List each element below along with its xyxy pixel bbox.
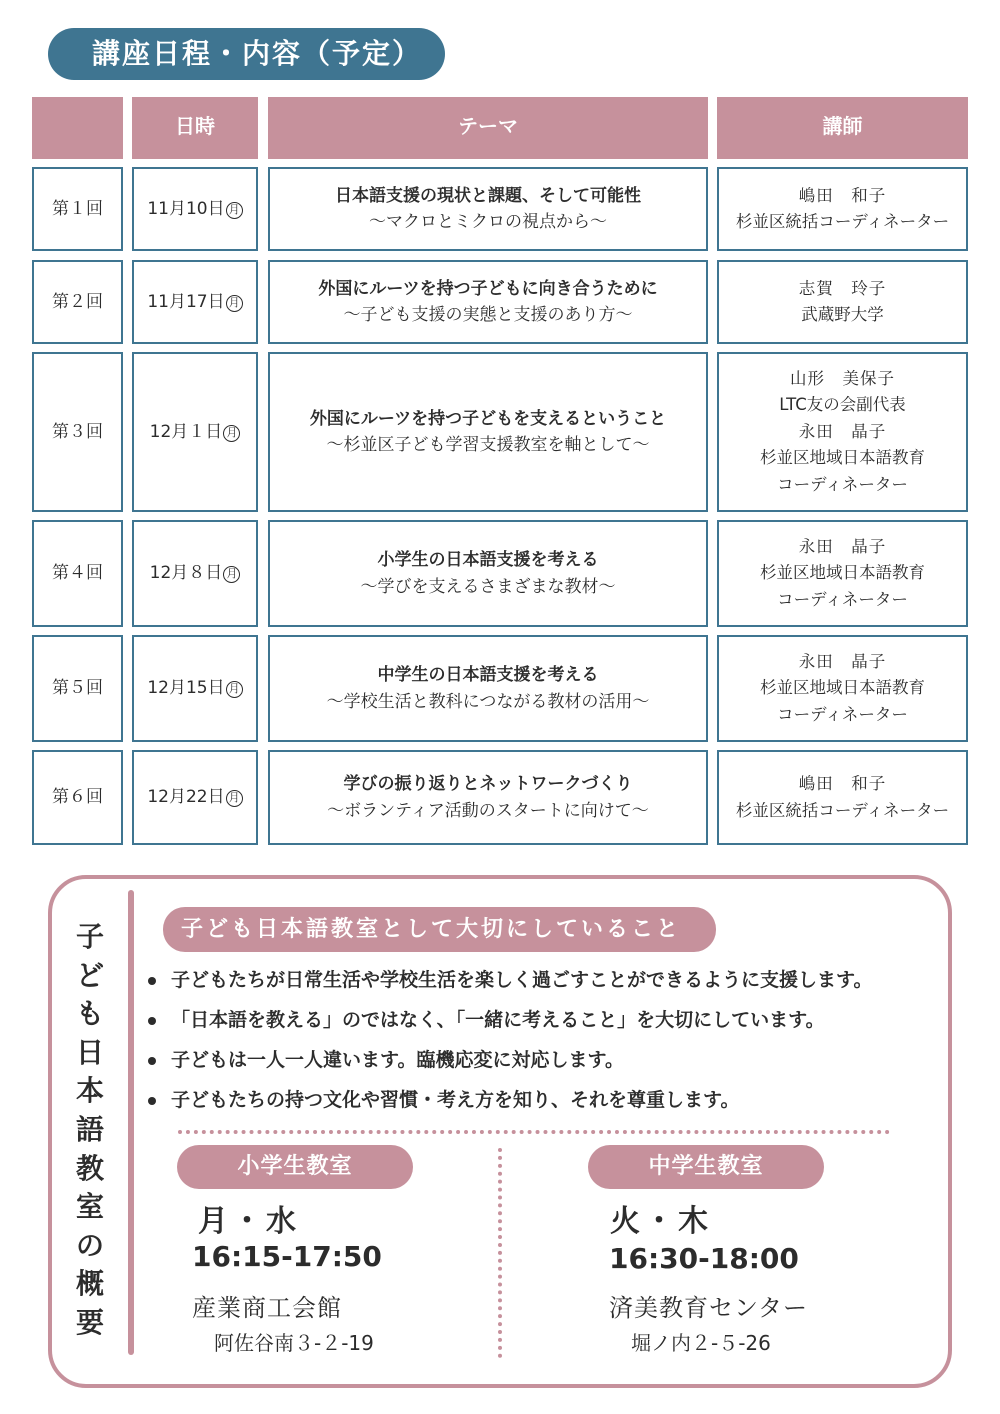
elementary-days: 月・水	[198, 1204, 300, 1239]
lecturer-line: 杉並区地域日本語教育	[760, 448, 925, 468]
vertical-title-char: の	[75, 1228, 104, 1262]
session-date-cell	[132, 635, 258, 742]
list-item: 子どもたちの持つ文化や習慣・考え方を知り、それを尊重します。	[145, 1080, 945, 1120]
session-date: 12月22日	[147, 787, 225, 808]
dotted-divider-horizontal	[178, 1130, 890, 1134]
elementary-time: 16:15-17:50	[192, 1240, 382, 1273]
junior-address: 堀ノ内２-５-26	[631, 1331, 771, 1355]
weekday-circle: 月	[226, 295, 243, 312]
session-number-cell	[32, 260, 123, 344]
lecturer-line: 永田 晶子	[798, 651, 887, 671]
lecturer-cell	[717, 520, 968, 627]
lecturer-cell	[717, 750, 968, 845]
lecturer-line: コーディネーター	[777, 704, 908, 724]
elementary-place: 産業商工会館	[192, 1294, 342, 1322]
session-number: 第４回	[52, 563, 103, 584]
theme-title: 外国にルーツを持つ子どもを支えるということ	[309, 408, 667, 429]
theme-subtitle: ～ボランティア活動のスタートに向けて～	[327, 800, 649, 821]
lecturer-line: 杉並区地域日本語教育	[760, 678, 925, 698]
lecturer-line: コーディネーター	[777, 474, 908, 494]
theme-subtitle: ～子ども支援の実態と支援のあり方～	[343, 305, 633, 325]
elementary-address: 阿佐谷南３-２-19	[214, 1331, 374, 1355]
theme-subtitle: ～杉並区子ども学習支援教室を軸として～	[326, 435, 650, 455]
session-date-cell	[132, 260, 258, 344]
session-date-cell	[132, 352, 258, 512]
lecturer-cell	[717, 635, 968, 742]
lecturer-line: 杉並区統括コーディネーター	[735, 212, 950, 231]
session-theme-cell	[268, 167, 708, 251]
elementary-class-label: 小学生教室	[177, 1145, 413, 1189]
lecturer-cell	[717, 167, 968, 251]
session-theme-cell	[268, 520, 708, 627]
weekday-circle: 月	[226, 202, 243, 219]
session-theme-cell	[268, 750, 708, 845]
vertical-title-char: も	[75, 997, 104, 1031]
junior-class-label: 中学生教室	[588, 1145, 824, 1189]
vertical-title-char: 子	[75, 920, 104, 953]
list-item: 子どもたちが日常生活や学校生活を楽しく過ごすことができるように支援します。	[145, 960, 945, 1000]
session-date-cell	[132, 750, 258, 845]
session-number: 第３回	[52, 421, 103, 442]
session-date: 11月10日	[147, 198, 225, 219]
vertical-title-char: 語	[75, 1112, 104, 1146]
session-theme-cell	[268, 260, 708, 344]
weekday-circle: 月	[226, 681, 243, 698]
vertical-title-char: 室	[75, 1190, 104, 1224]
session-date-cell	[132, 167, 258, 251]
vertical-title-char: 教	[75, 1151, 104, 1185]
lecturer-line: 武蔵野大学	[801, 305, 884, 324]
session-number: 第１回	[52, 198, 103, 219]
list-item: 子どもは一人一人違います。臨機応変に対応します。	[145, 1040, 945, 1080]
session-theme-cell	[268, 352, 708, 512]
session-date: 11月17日	[147, 291, 225, 312]
vertical-title-char: 要	[75, 1305, 104, 1339]
lecturer-cell	[717, 260, 968, 344]
theme-subtitle: ～マクロとミクロの視点から～	[369, 212, 607, 232]
lecturer-line: 杉並区地域日本語教育	[760, 563, 925, 583]
theme-title: 学びの振り返りとネットワークづくり	[343, 774, 633, 795]
theme-title: 中学生の日本語支援を考える	[377, 665, 599, 686]
vertical-divider	[128, 890, 134, 1355]
lecturer-line: LTC友の会副代表	[779, 395, 906, 415]
lecturer-line: 永田 晶子	[798, 536, 887, 556]
session-number-cell	[32, 750, 123, 845]
dotted-divider-vertical	[498, 1148, 502, 1358]
session-date: 12月８日	[149, 563, 223, 584]
care-list	[145, 960, 945, 1120]
lecturer-line: 嶋田 和子	[798, 774, 887, 794]
lecturer-line: 山形 美保子	[790, 369, 895, 389]
lecturer-cell	[717, 352, 968, 512]
lecturer-line: 志賀 玲子	[798, 278, 887, 298]
header-lecturer: 講師	[717, 97, 968, 159]
section-title: 講座日程・内容（予定）	[48, 28, 445, 80]
theme-title: 外国にルーツを持つ子どもに向き合うために	[318, 278, 658, 299]
session-number: 第６回	[52, 787, 103, 808]
theme-subtitle: ～学校生活と教科につながる教材の活用～	[326, 691, 650, 712]
session-number-cell	[32, 635, 123, 742]
session-theme-cell	[268, 635, 708, 742]
vertical-title-char: ど	[75, 958, 104, 992]
session-date: 12月15日	[147, 678, 225, 699]
session-number: 第５回	[52, 678, 103, 699]
weekday-circle: 月	[223, 566, 240, 583]
weekday-circle: 月	[223, 425, 240, 442]
junior-time: 16:30-18:00	[609, 1242, 799, 1275]
header-blank	[32, 97, 123, 159]
vertical-title-char: 本	[75, 1074, 104, 1108]
session-number: 第２回	[52, 291, 103, 312]
lecturer-line: コーディネーター	[777, 589, 908, 609]
theme-title: 日本語支援の現状と課題、そして可能性	[335, 185, 641, 206]
session-number-cell	[32, 167, 123, 251]
session-number-cell	[32, 520, 123, 627]
session-number-cell	[32, 352, 123, 512]
session-date-cell	[132, 520, 258, 627]
list-item: 「日本語を教える」のではなく、「一緒に考えること」を大切にしています。	[145, 1000, 945, 1040]
lecturer-line: 嶋田 和子	[798, 185, 887, 205]
junior-days: 火・木	[610, 1204, 712, 1239]
junior-place: 済美教育センター	[609, 1294, 809, 1322]
vertical-title-char: 概	[75, 1267, 104, 1301]
lecturer-line: 永田 晶子	[798, 421, 887, 441]
header-date: 日時	[132, 97, 258, 159]
session-date: 12月１日	[149, 421, 223, 442]
weekday-circle: 月	[226, 790, 243, 807]
header-theme: テーマ	[268, 97, 708, 159]
care-title: 子ども日本語教室として大切にしていること	[163, 907, 716, 952]
overview-vertical-title	[70, 918, 110, 1343]
lecturer-line: 杉並区統括コーディネーター	[735, 800, 950, 820]
theme-subtitle: ～学びを支えるさまざまな教材～	[360, 576, 616, 597]
vertical-title-char: 日	[75, 1035, 104, 1069]
theme-title: 小学生の日本語支援を考える	[377, 550, 599, 571]
